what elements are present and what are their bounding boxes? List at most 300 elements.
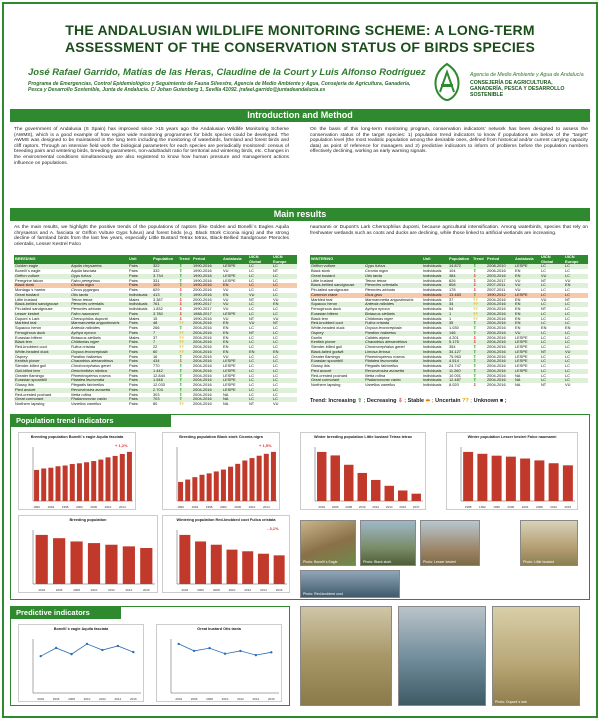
table-cell: 354 — [449, 345, 456, 350]
table-cell: LC — [541, 269, 546, 274]
bar — [258, 554, 269, 584]
chart-5-title: Breeding population — [69, 518, 107, 522]
trend-icon: ⇧ — [179, 326, 183, 331]
table-cell: EN — [222, 293, 248, 298]
table-cell: Individuals — [423, 288, 442, 293]
table-cell: Individuals — [422, 274, 448, 279]
table-cell: Individuals — [422, 350, 448, 355]
bar — [274, 555, 285, 584]
tick-label: 2010 — [90, 588, 98, 592]
table-cell: Black stork — [311, 269, 331, 274]
trend-icon: ?? — [473, 316, 478, 321]
table-cell: Golden eagle — [14, 264, 70, 269]
predictive-chart-1-plot — [19, 625, 145, 703]
predictive-chart-2-plot — [157, 625, 283, 703]
table-cell: LESPE — [223, 383, 236, 388]
tick-label: 2014 — [252, 697, 260, 701]
table-cell: LC — [564, 264, 588, 269]
table-cell: EN — [515, 269, 521, 274]
bar — [271, 452, 276, 501]
bar — [492, 456, 502, 501]
trend-legend-icon: ⬌ ; — [425, 398, 434, 404]
affiliation: Programa de Emergencias, Control Epidemiológico y Seguimiento de Fauna Silvestre, Agencia de Medio Ambiente y Agua, Consejería de Agricultura, Ganadería, Pesca y Desarrollo Sostenible, Junta de Andalucía. C/ Johan Gutenberg 1, Sevilla 41092. jrafael.garrido@juntadeandalucia.es — [28, 81, 411, 94]
trend-icon: ⇧ — [473, 373, 477, 378]
table-cell: LC — [565, 316, 570, 321]
table-cell: Calidris alpina — [365, 335, 390, 340]
bar — [88, 543, 100, 584]
table-cell: 2004-2016 — [486, 321, 514, 326]
table-cell: Pairs — [128, 321, 152, 326]
trend-icon: ⇩ — [179, 288, 183, 293]
trend-icon: ⇩ — [473, 383, 477, 388]
bar — [549, 463, 559, 501]
table-cell: 2004-2016 — [192, 321, 222, 326]
table-cell: 1.832 — [153, 307, 163, 312]
trend-icon: ⇧ — [179, 373, 183, 378]
table-cell: LC — [248, 388, 272, 393]
chart-3-title: Winter breeding population Little bustard Tetrax tetrax — [314, 435, 412, 439]
bar — [179, 535, 190, 584]
tick-label: 1990 — [177, 505, 184, 509]
bar — [105, 545, 117, 584]
column-header — [70, 255, 128, 264]
table-cell: 24.747 — [449, 364, 461, 369]
table-cell: 2004-2016 — [487, 383, 506, 388]
chart-1-badge: + 1,2% — [115, 443, 128, 448]
agency-name: Agencia de Medio Ambiente y Agua de Andalucía — [470, 72, 584, 78]
table-cell: Pairs — [128, 359, 152, 364]
table-cell: 1990-2016 — [192, 283, 222, 288]
table-cell: LC — [249, 288, 254, 293]
table-cell: Grus grus — [364, 293, 422, 298]
bar — [412, 494, 421, 501]
table-cell: Pairs — [129, 345, 138, 350]
table-cell: Ardeola ralloides — [364, 302, 422, 307]
table-cell: 1990-2016 — [193, 278, 212, 283]
table-cell: Lesser kestrel — [14, 312, 70, 317]
table-cell: 1990-2016 — [192, 293, 222, 298]
table-cell: EN — [222, 321, 248, 326]
table-cell: EN — [514, 274, 540, 279]
trend-icon: ⇩ — [472, 340, 486, 345]
trend-icon: ⇩ — [179, 297, 183, 302]
table-cell: 12.487 — [448, 378, 472, 383]
table-cell: Chlidonias niger — [70, 340, 128, 345]
table-cell: Slender-billed gull — [311, 345, 342, 350]
predictive-chart-2 — [156, 624, 282, 702]
table-cell: Squacco heron — [15, 326, 42, 331]
bar — [106, 457, 111, 501]
table-cell: LC — [273, 392, 278, 397]
table-cell: 2004-2016 — [487, 297, 506, 302]
tick-label: 2008 — [536, 505, 543, 509]
table-cell: VU — [541, 297, 547, 302]
table-cell: VU — [565, 278, 571, 283]
table-cell: LC — [540, 302, 564, 307]
table-cell: Charadrius alexandrinus — [364, 340, 422, 345]
ministry-name: CONSEJERÍA DE AGRICULTURA, GANADERÍA, PESCA Y DESARROLLO SOSTENIBLE — [470, 80, 565, 99]
intro-right-text: On the basis of this long-term monitoring program, conservation indicators' network has been designed to assess the conservation status of the target species: 1) population trend indicators to know if populations are below of the "target" population level (the most realistic population among the desirable ones, defined from historical and/or current carrying capacity data) as point of reference for managers and 2) predictive indicators to inform of problems before the population numbers effectively declining, working as early warning signals. — [310, 127, 588, 155]
table-cell: LC — [272, 378, 297, 383]
table-cell: Botaurus stellaris — [364, 312, 422, 317]
bar — [53, 538, 65, 584]
table-cell: 413 — [152, 293, 178, 298]
table-cell: EN — [222, 283, 248, 288]
table-cell: White-headed duck — [311, 326, 345, 331]
predictive-chart-1-title: Bonelli´s eagle Aquila fasciata — [53, 627, 109, 631]
column-header: Population — [152, 255, 178, 264]
table-cell: Pairs — [128, 274, 152, 279]
table-cell: Falco naumanni — [70, 312, 128, 317]
tick-label: 2008 — [206, 697, 213, 701]
table-cell: LC — [272, 283, 297, 288]
table-cell: 75.963 — [449, 354, 461, 359]
table-cell: LC — [565, 373, 570, 378]
table-cell: Chlidonias niger — [365, 316, 393, 321]
table-cell: 2004-2016 — [193, 383, 212, 388]
intro-heading: Introduction and Method — [10, 109, 590, 122]
table-cell: Little bustard — [311, 278, 334, 283]
table-cell: 3.734 — [152, 274, 178, 279]
table-cell: Circus pygargus — [71, 288, 100, 293]
table-cell: 2004-2016 — [192, 350, 222, 355]
table-cell: Pairs — [129, 392, 138, 397]
data-point — [86, 643, 88, 645]
trend-icon: ?? — [179, 335, 184, 340]
table-cell: NA — [223, 392, 229, 397]
table-cell: LC — [272, 369, 297, 374]
table-cell: Individuals — [128, 302, 152, 307]
chart-1-title: Breeding population Bonelli´s eagle Aquila fasciata — [30, 435, 124, 439]
bar — [477, 454, 487, 501]
tick-label: 2010 — [104, 505, 112, 509]
column-header: UICN Global — [540, 255, 564, 264]
table-cell: VU — [564, 350, 588, 355]
table-cell: Peregrine falcon — [15, 278, 44, 283]
table-cell: Great cormorant — [14, 397, 70, 402]
table-cell: 22 — [153, 345, 158, 350]
table-cell: Netta rufina — [365, 373, 386, 378]
bar — [221, 470, 226, 501]
table-cell: Aythya nyroca — [70, 331, 128, 336]
table-cell: VU — [223, 354, 229, 359]
table-cell: LC — [564, 369, 588, 374]
table-cell: Gyps fulvus — [364, 264, 422, 269]
bar — [242, 460, 247, 501]
chart-6-title: Wintering population Red-knobbed coot Fulica cristata — [176, 518, 276, 522]
bar — [317, 452, 326, 501]
table-cell: 2004-2016 — [487, 354, 506, 359]
bar — [358, 473, 367, 501]
table-cell: 2004-2016 — [192, 331, 222, 336]
table-cell: LC — [564, 331, 588, 336]
table-cell: VU — [223, 316, 229, 321]
tick-label: 1998 — [61, 505, 69, 509]
table-cell: LC — [540, 359, 564, 364]
table-cell: 2007-2011 — [486, 283, 514, 288]
table-cell: 2006-2016 — [487, 269, 506, 274]
table-cell: Red-crested pochard — [15, 392, 52, 397]
table-cell: Plegadis falcinellus — [365, 364, 399, 369]
table-cell: Pairs — [129, 269, 138, 274]
tick-label: 2008 — [345, 505, 353, 509]
table-cell: LESPE — [514, 293, 540, 298]
table-cell: 1990-2016 — [193, 269, 212, 274]
table-cell: Glossy ibis — [15, 383, 34, 388]
table-cell: 7 — [152, 340, 178, 345]
table-cell: LC — [249, 354, 254, 359]
intro-left-text: The government of Andalusia (S Spain) has improved since >15 years ago the Andalusian Wildlife Monitoring Scheme (AWMS), which is a good example of how region wide monitoring programmes for birds species could be developed. The AWMS was designed to be maintained in the long term including the monitoring of waterbirds, farmland and forest birds and cliff raptors. Through an intensive field work the biological parameters for each species are periodically monitored: census of breeding pairs and wintering birds, breeding parameters, non-adult/adult ratio for territorial and wintering birds, etc. Changes in the environmental conditions simultaneously are also registered to know how human pressure and management actions influence on populations. — [14, 127, 289, 166]
predictive-chart-2-title: Great bustard Otis tarda — [197, 627, 241, 631]
table-cell: Glossy ibis — [311, 364, 330, 369]
table-cell: LESPE — [515, 354, 528, 359]
table-cell: Pin-tailed sandgrouse — [15, 307, 53, 312]
chart-3-plot — [301, 433, 427, 511]
table-cell: Black-bellied sandgrouse — [310, 283, 364, 288]
table-cell: Recurvirostra avosetta — [70, 388, 128, 393]
table-cell: 434 — [152, 359, 178, 364]
population-trend-heading: Population trend indicators — [11, 415, 171, 427]
tick-label: 2008 — [212, 588, 220, 592]
table-cell: 2004-2016 — [193, 392, 212, 397]
table-cell: VU — [248, 293, 272, 298]
bar — [563, 465, 573, 501]
table-cell: LC — [272, 293, 297, 298]
table-cell: Individuals — [422, 293, 448, 298]
table-cell: LC — [564, 274, 588, 279]
table-cell: Otis tarda — [364, 274, 422, 279]
table-cell: LC — [541, 345, 546, 350]
data-point — [255, 654, 257, 656]
data-point — [193, 650, 195, 652]
table-cell: 2004-2016 — [486, 302, 514, 307]
trend-icon: ⇧ — [179, 383, 183, 388]
bar — [195, 541, 206, 584]
tick-label: 2010 — [83, 697, 91, 701]
bar — [371, 480, 380, 501]
tick-label: 2016 — [142, 588, 150, 592]
table-cell: 4.514 — [448, 359, 472, 364]
table-cell: Greater flamingo — [15, 373, 44, 378]
table-cell: LC — [272, 312, 297, 317]
table-cell: LC — [272, 388, 297, 393]
tick-label: 2010 — [221, 697, 229, 701]
column-header — [364, 255, 422, 264]
table-cell: EN — [222, 340, 248, 345]
trend-legend-icon: ?? ; — [462, 398, 473, 404]
table-cell: 37 — [449, 297, 454, 302]
trend-icon: ⇩ — [473, 335, 477, 340]
table-cell: LC — [272, 340, 297, 345]
tick-label: 2014 — [385, 505, 393, 509]
trend-icon: ⇧ — [472, 293, 486, 298]
bar — [84, 462, 89, 501]
table-cell: LESPE — [514, 350, 540, 355]
trend-icon: ⇧ — [179, 278, 183, 283]
photo-caption: Photo: Black stork — [363, 560, 392, 564]
table-cell: VU — [515, 288, 521, 293]
trend-icon: ⇧ — [179, 392, 183, 397]
tick-label: 2006 — [190, 697, 198, 701]
table-cell: Griffon vulture — [310, 264, 364, 269]
tick-label: 2010 — [228, 588, 236, 592]
table-cell: LC — [565, 354, 570, 359]
tick-label: 1988 — [464, 505, 472, 509]
table-cell: LC — [249, 345, 254, 350]
predictive-chart-1 — [18, 624, 144, 702]
table-cell: LC — [248, 359, 272, 364]
table-cell: 2004-2016 — [487, 373, 506, 378]
tick-label: 2004 — [38, 588, 46, 592]
column-header: BREEDING — [14, 255, 70, 264]
table-cell: LC — [564, 312, 588, 317]
trend-icon: ⇧ — [473, 345, 477, 350]
main-results-right-text: naumanni or Dupont's Lark Chersophilus duponti, because agricultural intensification. Among waterbirds, species that rely on freshwater wetlands such as coots and ducks are declining, while those linked to artificial wetlands are increasing. — [310, 225, 588, 236]
table-cell: LESPE — [515, 364, 528, 369]
table-cell: 178 — [449, 288, 456, 293]
photo-lesser-kestrel — [420, 520, 480, 566]
trend-icon: ⇩ — [472, 283, 486, 288]
bar — [520, 459, 530, 501]
bar — [98, 460, 103, 501]
series-line — [41, 644, 134, 656]
trend-icon: ⇧ — [179, 269, 183, 274]
tick-label: 1996 — [493, 505, 500, 509]
tick-label: 2016 — [267, 697, 275, 701]
bar — [178, 482, 183, 501]
table-cell: Pterocles orientalis — [364, 283, 422, 288]
table-cell: Black tern — [14, 340, 70, 345]
column-header: Trend — [178, 255, 192, 264]
photo-great-bustard — [300, 606, 392, 706]
photo-caption: Photo: Lesser kestrel — [423, 560, 456, 564]
table-cell: LC — [249, 307, 254, 312]
table-cell: 2004-2016 — [486, 312, 514, 317]
trend-icon: ⇧ — [472, 350, 486, 355]
trend-icon: ⇧ — [472, 331, 486, 336]
table-cell: 8.020 — [449, 383, 459, 388]
table-cell: 2004-2016 — [486, 340, 514, 345]
tick-label: 2008 — [68, 697, 75, 701]
table-cell: VU — [273, 316, 279, 321]
trend-icon: ?? — [472, 302, 486, 307]
table-cell: 384 — [448, 274, 472, 279]
tick-label: 1994 — [191, 505, 199, 509]
table-cell: 48 — [152, 321, 178, 326]
table-cell: LC — [565, 335, 570, 340]
table-cell: 4.201 — [449, 335, 459, 340]
table-cell: 11.260 — [448, 369, 472, 374]
trend-icon: ⇧ — [178, 264, 192, 269]
table-cell: Pied avocet — [14, 388, 70, 393]
table-cell: Eurasian spoonbill — [310, 359, 364, 364]
bar — [70, 541, 82, 584]
table-cell: 1990-2016 — [193, 316, 212, 321]
table-cell: 1.030 — [449, 326, 459, 331]
bar — [140, 548, 152, 584]
trend-icon: ⇩ — [178, 312, 192, 317]
table-cell: Individuals — [423, 345, 442, 350]
trend-icon: ⇧ — [473, 364, 477, 369]
column-header: WINTERING — [310, 255, 364, 264]
trend-icon: ⇧ — [473, 269, 477, 274]
table-cell: EN — [515, 307, 521, 312]
table-cell: LESPE — [222, 312, 248, 317]
table-cell: NT — [272, 321, 297, 326]
table-cell: 35 — [448, 321, 472, 326]
table-cell: LC — [565, 269, 570, 274]
table-cell: Black stork — [14, 283, 70, 288]
table-cell: 1990-2017 — [192, 302, 222, 307]
table-cell: LC — [249, 326, 254, 331]
table-cell: Dupont´s Lark — [15, 316, 40, 321]
table-cell: LC — [249, 364, 254, 369]
table-cell: Common crane — [310, 293, 364, 298]
table-cell: Kentish plover — [310, 340, 364, 345]
legend-item: Increasing ⇧ ; — [328, 398, 366, 404]
table-cell: 332 — [153, 269, 160, 274]
column-header: Andalusia — [222, 255, 248, 264]
table-cell: 2004-2016 — [193, 402, 212, 407]
table-cell: EN — [514, 321, 540, 326]
table-cell: LC — [540, 264, 564, 269]
table-cell: 2007-2011 — [487, 288, 506, 293]
table-cell: LC — [540, 378, 564, 383]
table-cell: NA — [222, 397, 248, 402]
table-cell: 2003-2016 — [486, 274, 514, 279]
table-cell: 54 — [449, 307, 454, 312]
table-cell: Aquila fasciata — [71, 269, 97, 274]
table-cell: LC — [541, 335, 546, 340]
data-point — [224, 653, 226, 655]
table-cell: 2004-2016 — [193, 364, 212, 369]
trend-icon: ⇧ — [178, 293, 192, 298]
table-cell: LC — [273, 383, 278, 388]
table-cell: Vanellus vanellus — [365, 383, 396, 388]
table-cell: Pairs — [129, 288, 138, 293]
table-cell: Pandion haliaetus — [364, 331, 422, 336]
table-cell: 12.033 — [153, 383, 165, 388]
table-cell: Individuals — [422, 321, 448, 326]
tick-label: 2014 — [118, 505, 126, 509]
table-cell: LESPE — [514, 359, 540, 364]
trend-icon: ⇧ — [179, 364, 183, 369]
table-cell: Ardeola ralloides — [71, 326, 100, 331]
table-cell: LC — [249, 269, 254, 274]
table-cell: Platalea leucorodia — [364, 359, 422, 364]
table-cell: NT — [248, 331, 272, 336]
table-cell: 1990-2016 — [192, 274, 222, 279]
table-cell: 2004-2016 — [193, 373, 212, 378]
table-cell: Pairs — [129, 402, 138, 407]
table-cell: LC — [248, 274, 272, 279]
table-cell: EN — [222, 331, 248, 336]
table-cell: NT — [541, 278, 547, 283]
column-header: Unit — [128, 255, 152, 264]
trend-legend — [310, 398, 507, 404]
table-cell: 34.127 — [448, 350, 472, 355]
table-cell: 2004-2017 — [487, 278, 506, 283]
trend-icon: ⇩ — [179, 307, 183, 312]
table-cell: VU — [222, 302, 248, 307]
table-cell: 1988-2017 — [192, 312, 222, 317]
photo-red-knobbed-coot — [300, 570, 400, 598]
table-cell: Individuals — [129, 307, 148, 312]
table-cell: Red-knobbed coot — [15, 345, 47, 350]
table-cell: Pairs — [129, 326, 138, 331]
table-cell: EN — [223, 335, 229, 340]
table-cell: LESPE — [515, 335, 528, 340]
